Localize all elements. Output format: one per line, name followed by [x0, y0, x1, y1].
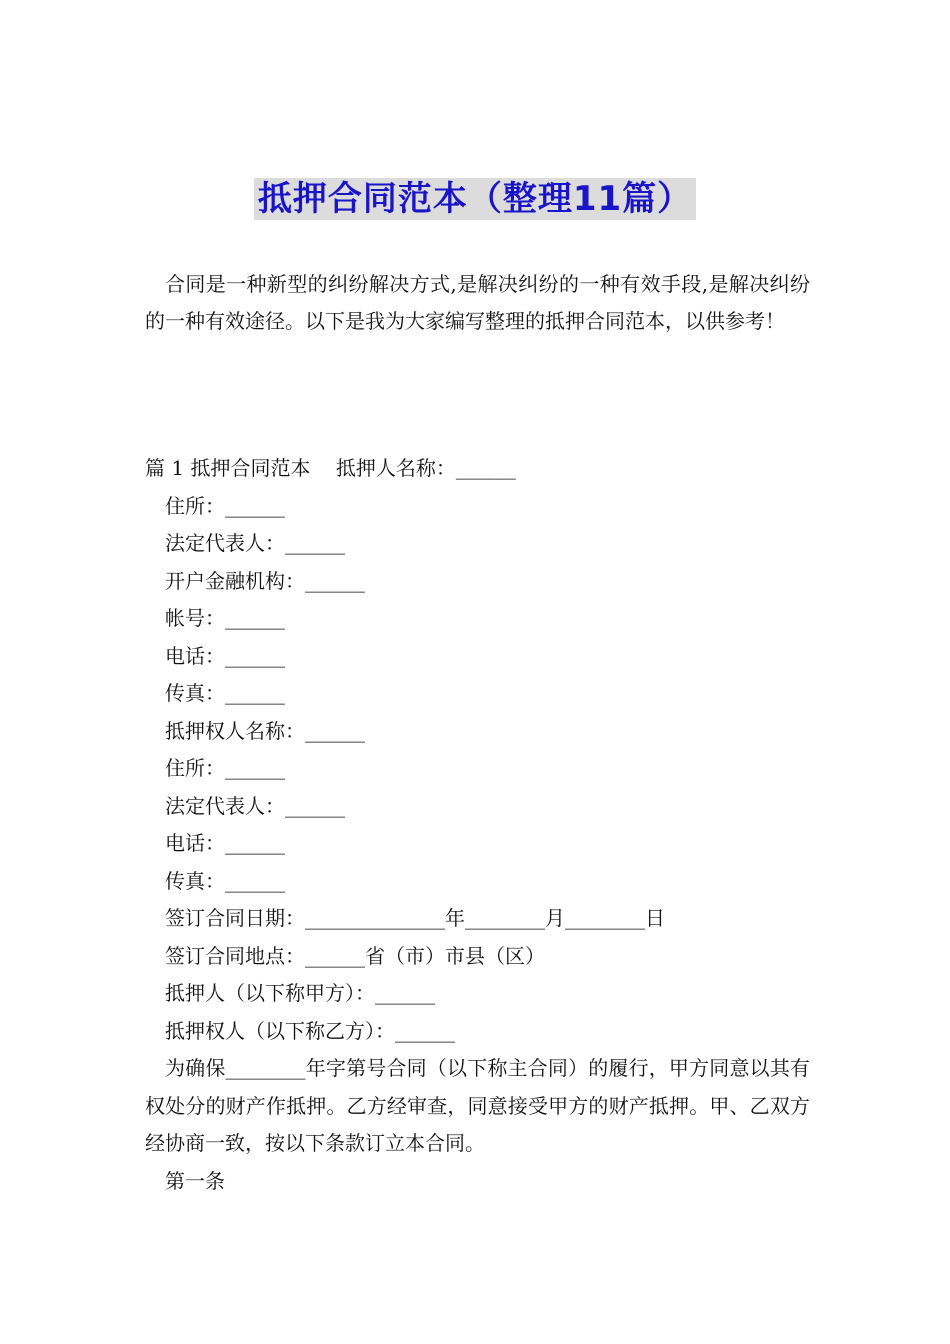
- field-line: 开户金融机构：______: [165, 568, 365, 593]
- field-line: 抵押权人名称：______: [165, 718, 365, 743]
- field-line: 抵押人（以下称甲方）：______: [165, 981, 435, 1005]
- field-line: 传真：______: [165, 868, 285, 893]
- field-line: 签订合同日期：______________年________月________日: [165, 906, 665, 930]
- field-line: 帐号：______: [165, 606, 285, 630]
- field-line: 电话：______: [165, 643, 285, 668]
- article-heading: 第一条: [165, 1168, 225, 1193]
- field-line: 法定代表人：______: [165, 793, 345, 818]
- document-title: 抵押合同范本（整理11篇）: [254, 178, 696, 220]
- contract-header-line: 篇 1 抵押合同范本 抵押人名称：______: [145, 456, 516, 480]
- body-paragraph: 为确保________年字第号合同（以下称主合同）的履行，甲方同意以其有权处分的财产作抵押。乙方经审查，同意接受甲方的财产抵押。甲、乙双方经协商一致，按以下条款订立本合同。: [145, 1056, 810, 1155]
- title-container: [0, 178, 950, 220]
- field-line: 住所：______: [165, 493, 285, 518]
- field-line: 电话：______: [165, 831, 285, 855]
- field-line: 传真：______: [165, 681, 285, 705]
- contract-body: [145, 450, 810, 1200]
- intro-paragraph: 合同是一种新型的纠纷解决方式,是解决纠纷的一种有效手段,是解决纠纷的一种有效途径。以下是我为大家编写整理的抵押合同范本，以供参考！: [145, 272, 810, 333]
- field-line: 住所：______: [165, 756, 285, 780]
- field-line: 抵押权人（以下称乙方）：______: [165, 1018, 455, 1043]
- field-line: 法定代表人：______: [165, 531, 345, 555]
- field-line: 签订合同地点：______省（市）市县（区）: [165, 943, 545, 968]
